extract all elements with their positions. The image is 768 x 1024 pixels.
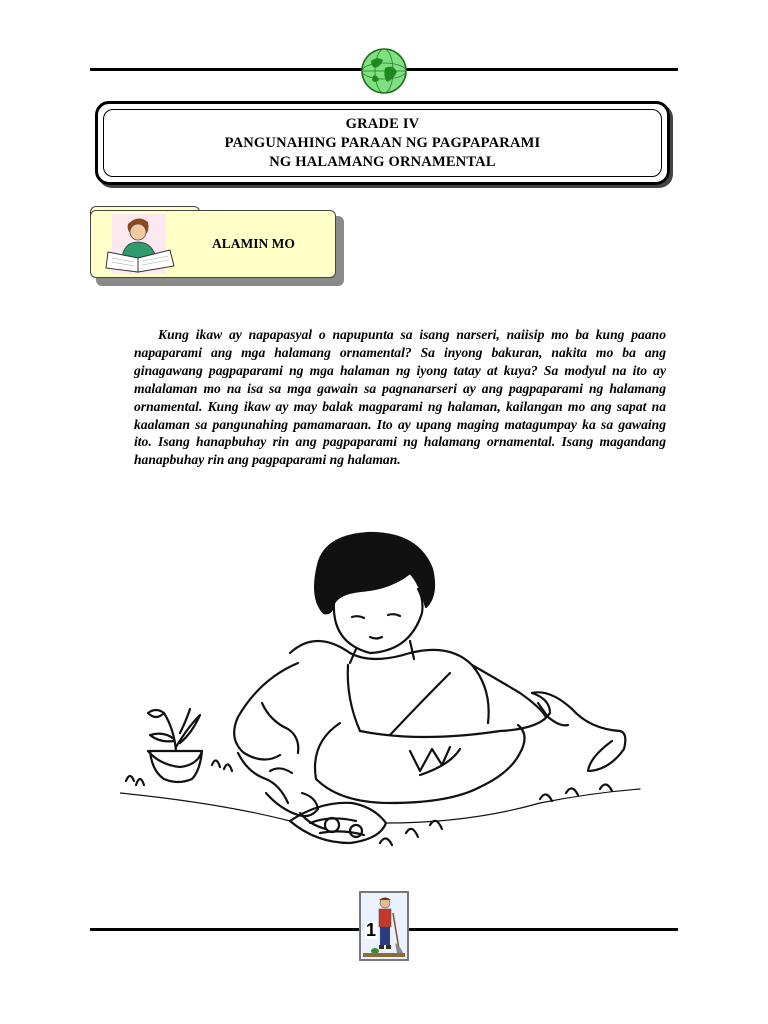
planting-girl-illustration <box>120 503 648 873</box>
globe-icon <box>359 46 409 96</box>
footer-badge <box>359 891 409 961</box>
page-number: 1 <box>366 920 377 940</box>
section-title: ALAMIN MO <box>212 236 295 251</box>
intro-paragraph: Kung ikaw ay napapasyal o napupunta sa isang narseri, naiisip mo ba kung paano napaparami ang mga halamang ornamental? Sa inyong bakuran, nakita mo ba ang ginagawang pagpaparami ng mga halaman ng iyong tatay at kuya? Sa modyul na ito ay malalaman mo na isa sa mga gawain sa pagnanarseri ay ang pagpaparami ng halamang ornamental. Kung ikaw ay may balak magparami ng halaman, kailangan mo ang sapat na kaalaman sa pangunahing pamamaraan. Ito ay upang maging matagumpay ka sa gawaing ito. Isang hanapbuhay rin ang pagpaparami ng halamang ornamental. Isang magandang hanapbuhay rin ang pagpaparami ng halaman. <box>134 327 666 468</box>
title-line-2: NG HALAMANG ORNAMENTAL <box>269 153 496 170</box>
grade-label: GRADE IV <box>345 115 420 132</box>
title-line-1: PANGUNAHING PARAAN NG PAGPAPARAMI <box>224 134 541 151</box>
reading-person-icon <box>100 212 180 276</box>
title-box <box>95 101 670 185</box>
